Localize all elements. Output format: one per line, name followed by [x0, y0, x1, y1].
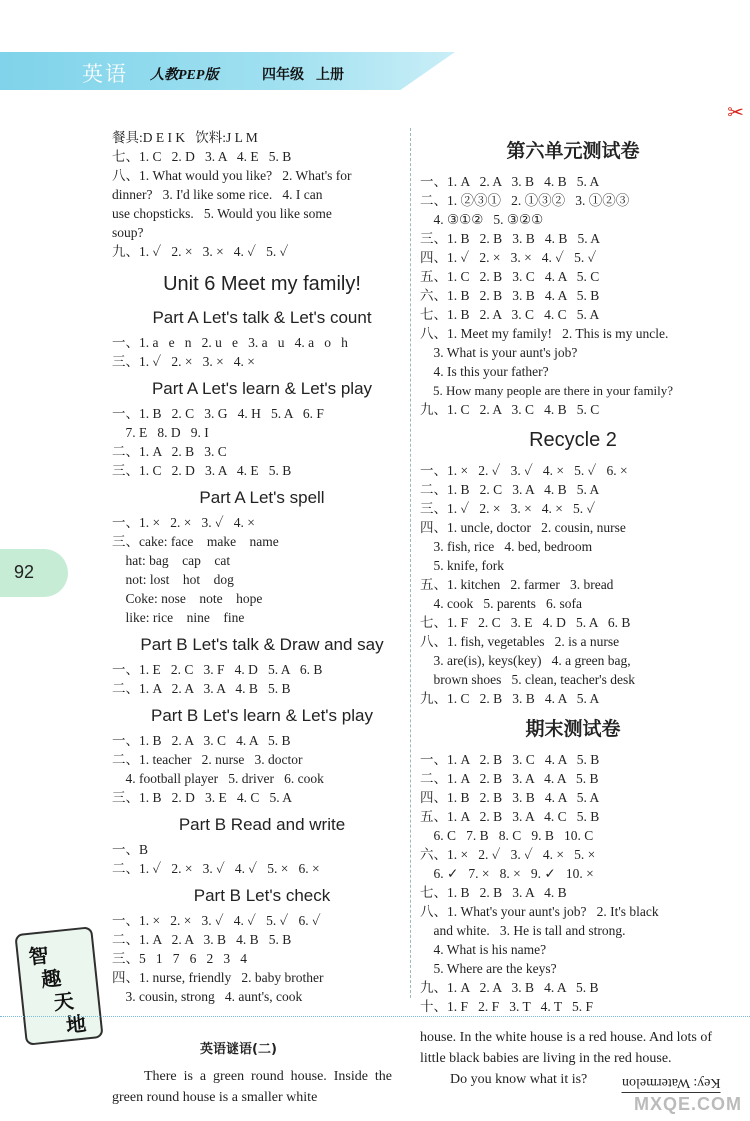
section-title: Part B Let's check — [193, 886, 331, 905]
answer-line: use chopsticks. 5. Would you like some — [112, 206, 332, 221]
answer-line: Coke: nose note hope — [112, 591, 263, 606]
header-volume: 上册 — [316, 68, 344, 83]
answer-line: dinner? 3. I'd like some rice. 4. I can — [112, 187, 323, 202]
answer-line: 7. E 8. D 9. I — [112, 425, 209, 440]
badge-char: 趣 — [40, 965, 63, 992]
header-subject: 英语 — [82, 62, 128, 86]
answer-line: 九、1. C 2. B 3. B 4. A 5. A — [420, 691, 600, 706]
badge-char: 地 — [64, 1011, 88, 1038]
answer-line: 二、1. B 2. C 3. A 4. B 5. A — [420, 482, 600, 497]
answer-line: 一、1. a e n 2. u e 3. a u 4. a o h — [112, 335, 348, 350]
answer-line: 6. ✓ 7. × 8. × 9. ✓ 10. × — [420, 866, 594, 881]
answer-line: 三、1. ✓ 2. × 3. × 4. × 5. ✓ — [420, 501, 596, 516]
section-title: 期末测试卷 — [525, 718, 621, 740]
answer-line: 八、1. What's your aunt's job? 2. It's black — [420, 904, 659, 919]
right-column — [420, 138, 726, 1016]
answer-line: 一、1. A 2. A 3. B 4. B 5. A — [420, 174, 600, 189]
answer-line: 一、1. B 2. C 3. G 4. H 5. A 6. F — [112, 406, 324, 421]
answer-line: 4. Is this your father? — [420, 364, 549, 379]
bottom-divider — [0, 1016, 750, 1017]
answer-line: 八、1. What would you like? 2. What's for — [112, 168, 352, 183]
answer-line: 九、1. C 2. A 3. C 4. B 5. C — [420, 402, 600, 417]
answer-line: 二、1. A 2. A 3. B 4. B 5. B — [112, 932, 292, 947]
answer-line: 5. Where are the keys? — [420, 961, 557, 976]
answer-line: 四、1. ✓ 2. × 3. × 4. ✓ 5. ✓ — [420, 250, 597, 265]
answer-line: 3. fish, rice 4. bed, bedroom — [420, 539, 593, 554]
answer-line: 3. What is your aunt's job? — [420, 345, 578, 360]
left-column — [112, 128, 412, 1006]
riddle-text: house. In the white house is a red house. And lots of little black babies are living in the red house. — [420, 1030, 713, 1066]
answer-line: 三、1. C 2. D 3. A 4. E 5. B — [112, 463, 292, 478]
answer-line: soup? — [112, 225, 144, 240]
answer-line: 三、1. ✓ 2. × 3. × 4. × — [112, 354, 255, 369]
header-band — [0, 52, 455, 90]
answer-line: 四、1. uncle, doctor 2. cousin, nurse — [420, 520, 626, 535]
fun-corner-badge — [14, 926, 103, 1046]
section-title: Part B Let's talk & Draw and say — [140, 635, 384, 654]
section-title: Part A Let's learn & Let's play — [151, 379, 373, 398]
answer-line: not: lost hot dog — [112, 572, 234, 587]
answer-line: 一、1. B 2. A 3. C 4. A 5. B — [112, 733, 291, 748]
answer-line: 一、1. E 2. C 3. F 4. D 5. A 6. B — [112, 662, 323, 677]
header-grade: 四年级 — [262, 68, 304, 83]
badge-char: 智 — [27, 942, 50, 969]
answer-line: 三、1. B 2. B 3. B 4. B 5. A — [420, 231, 601, 246]
answer-line: like: rice nine fine — [112, 610, 245, 625]
answer-line: 九、1. A 2. A 3. B 4. A 5. B — [420, 980, 599, 995]
answer-line: 五、1. C 2. B 3. C 4. A 5. C — [420, 269, 600, 284]
answer-line: 二、1. ②③① 2. ①③② 3. ①②③ — [420, 193, 630, 208]
answer-line: 4. ③①② 5. ③②① — [420, 212, 544, 227]
answer-line: hat: bag cap cat — [112, 553, 231, 568]
answer-line: 四、1. nurse, friendly 2. baby brother — [112, 970, 324, 985]
section-title: Part A Let's talk & Let's count — [152, 308, 372, 327]
answer-line: 三、5 1 7 6 2 3 4 — [112, 951, 247, 966]
section-title: Part B Read and write — [178, 815, 346, 834]
answer-line: 九、1. ✓ 2. × 3. × 4. ✓ 5. ✓ — [112, 244, 289, 259]
answer-line: 七、1. B 2. A 3. C 4. C 5. A — [420, 307, 600, 322]
watermark: MXQE.COM — [633, 1094, 742, 1114]
unit-title: Unit 6 Meet my family! — [163, 273, 361, 295]
answer-line: 五、1. kitchen 2. farmer 3. bread — [420, 577, 614, 592]
answer-line: 二、1. teacher 2. nurse 3. doctor — [112, 752, 303, 767]
answer-line: 6. C 7. B 8. C 9. B 10. C — [420, 828, 594, 843]
badge-char: 天 — [52, 988, 75, 1015]
answer-line: 二、1. A 2. A 3. A 4. B 5. B — [112, 681, 291, 696]
answer-line: 七、1. B 2. B 3. A 4. B — [420, 885, 567, 900]
answer-line: 八、1. fish, vegetables 2. is a nurse — [420, 634, 620, 649]
answer-line: 5. How many people are there in your family? — [420, 383, 674, 398]
riddle-text-left — [112, 1066, 392, 1108]
answer-line: 一、1. × 2. × 3. ✓ 4. × — [112, 515, 255, 530]
answer-line: 六、1. B 2. B 3. B 4. A 5. B — [420, 288, 600, 303]
header-book-edition: 人教PEP版 — [150, 68, 219, 83]
answer-line: 十、1. F 2. F 3. T 4. T 5. F — [420, 999, 594, 1014]
section-title: Part B Let's learn & Let's play — [151, 706, 373, 725]
answer-line: 4. What is his name? — [420, 942, 547, 957]
answer-line: 五、1. A 2. B 3. A 4. C 5. B — [420, 809, 600, 824]
answer-line: 三、1. B 2. D 3. E 4. C 5. A — [112, 790, 293, 805]
section-title: Part A Let's spell — [199, 488, 325, 507]
section-title: Recycle 2 — [529, 429, 617, 451]
answer-line: 七、1. F 2. C 3. E 4. D 5. A 6. B — [420, 615, 631, 630]
answer-line: 3. cousin, strong 4. aunt's, cook — [112, 989, 303, 1004]
answer-line: 三、cake: face make name — [112, 534, 279, 549]
riddle-text: There is a green round house. Inside the green round house is a smaller white — [112, 1069, 392, 1105]
answer-line: 餐具:D E I K 饮料:J L M — [112, 130, 258, 145]
answer-line: 八、1. Meet my family! 2. This is my uncle. — [420, 326, 669, 341]
scissors-icon: ✂ — [727, 102, 744, 124]
riddle-title: 英语谜语(二) — [200, 1042, 277, 1057]
answer-line: brown shoes 5. clean, teacher's desk — [420, 672, 635, 687]
page-number: 92 — [14, 562, 35, 582]
answer-line: 4. football player 5. driver 6. cook — [112, 771, 324, 786]
answer-line: 一、B — [112, 842, 149, 857]
answer-line: 七、1. C 2. D 3. A 4. E 5. B — [112, 149, 292, 164]
answer-line: 3. are(is), keys(key) 4. a green bag, — [420, 653, 631, 668]
riddle-answer-upside-down: Key: Watermelon — [622, 1074, 721, 1093]
riddle-question: Do you know what it is? — [450, 1072, 588, 1087]
answer-line: and white. 3. He is tall and strong. — [420, 923, 626, 938]
answer-line: 二、1. ✓ 2. × 3. ✓ 4. ✓ 5. × 6. × — [112, 861, 320, 876]
section-title: 第六单元测试卷 — [506, 140, 640, 162]
answer-line: 5. knife, fork — [420, 558, 504, 573]
answer-line: 六、1. × 2. ✓ 3. ✓ 4. × 5. × — [420, 847, 596, 862]
answer-line: 一、1. × 2. ✓ 3. ✓ 4. × 5. ✓ 6. × — [420, 463, 628, 478]
answer-line: 一、1. A 2. B 3. C 4. A 5. B — [420, 752, 600, 767]
answer-line: 二、1. A 2. B 3. A 4. A 5. B — [420, 771, 599, 786]
answer-line: 4. cook 5. parents 6. sofa — [420, 596, 582, 611]
answer-line: 一、1. × 2. × 3. ✓ 4. ✓ 5. ✓ 6. ✓ — [112, 913, 321, 928]
answer-line: 四、1. B 2. B 3. B 4. A 5. A — [420, 790, 600, 805]
answer-line: 二、1. A 2. B 3. C — [112, 444, 227, 459]
